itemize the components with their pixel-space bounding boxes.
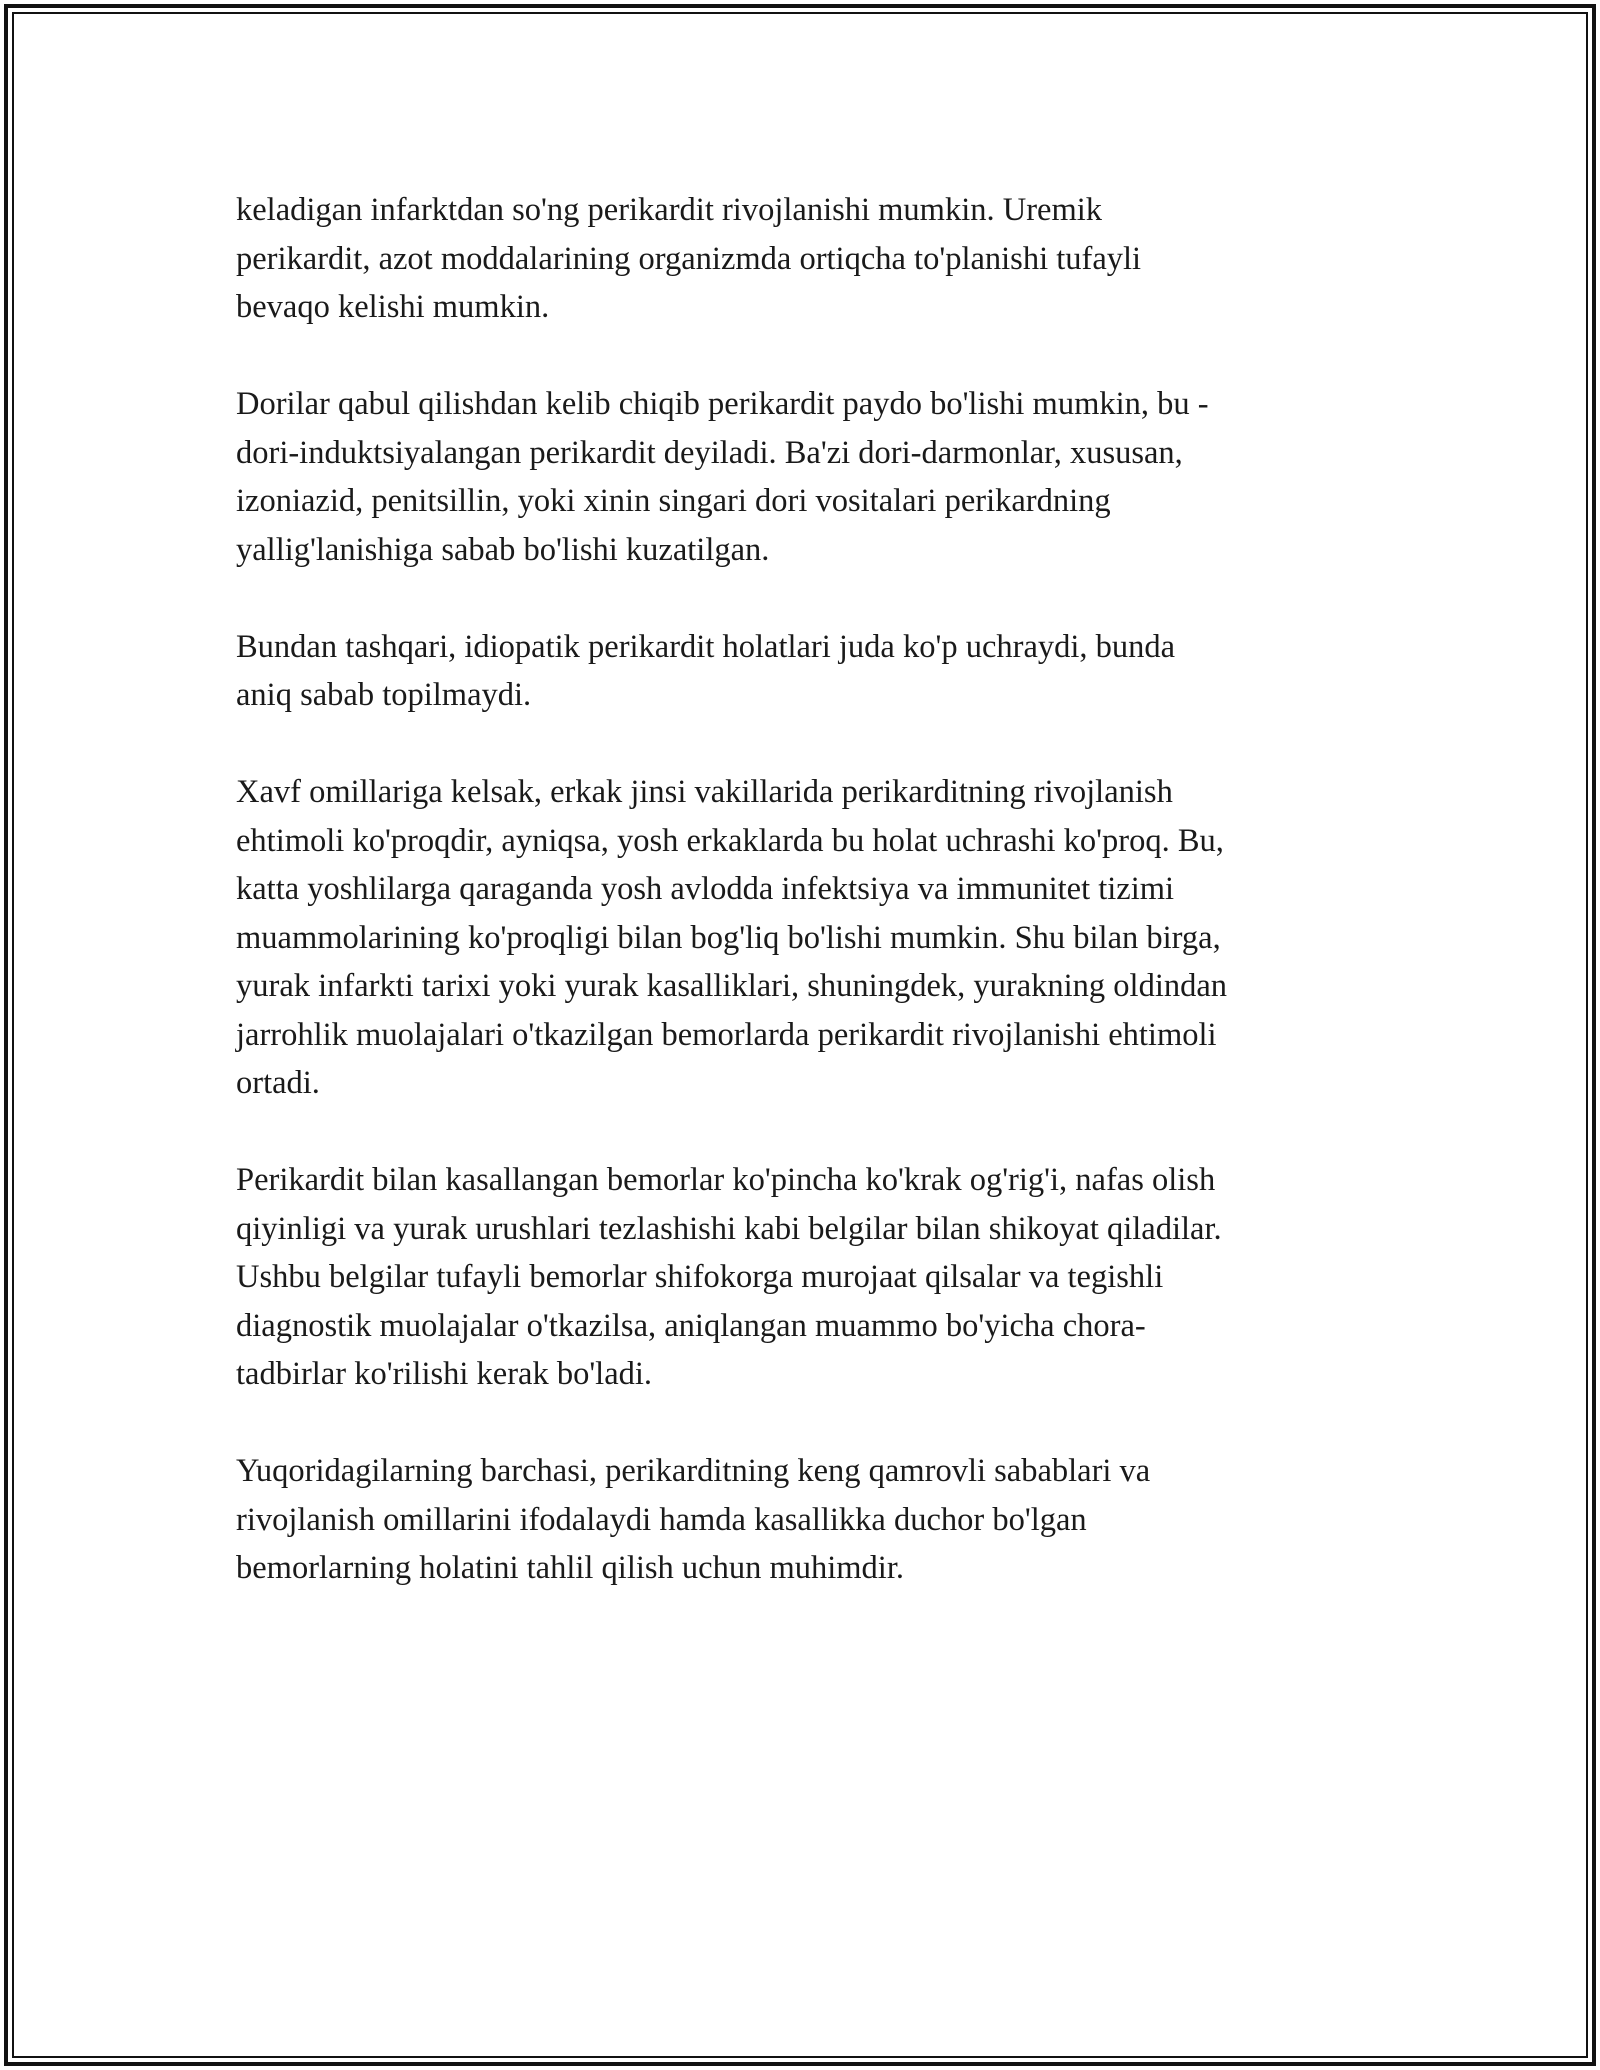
text-line: aniq sabab topilmaydi. [236, 677, 532, 713]
text-line: muammolarining ko'proqligi bilan bog'liq bo'lishi mumkin. Shu bilan birga, [236, 919, 1221, 956]
paragraph-6 [236, 1447, 1376, 1593]
text-line: qiyinligi va yurak urushlari tezlashishi kabi belgilar bilan shikoyat qiladilar. [236, 1210, 1222, 1247]
paragraph-5 [236, 1156, 1376, 1399]
paragraph-2 [236, 380, 1376, 574]
text-line: Dorilar qabul qilishdan kelib chiqib perikardit paydo bo'lishi mumkin, bu - [236, 386, 1209, 422]
text-line: Ushbu belgilar tufayli bemorlar shifokorga murojaat qilsalar va tegishli [236, 1259, 1164, 1295]
text-line: Xavf omillariga kelsak, erkak jinsi vakillarida perikarditning rivojlanish [236, 774, 1173, 810]
text-line: katta yoshlilarga qaraganda yosh avlodda infektsiya va immunitet tizimi [236, 871, 1175, 907]
text-line: bevaqo kelishi mumkin. [236, 289, 550, 325]
text-line: jarrohlik muolajalari o'tkazilgan bemorlarda perikardit rivojlanishi ehtimoli [236, 1016, 1217, 1053]
text-line: yurak infarkti tarixi yoki yurak kasalliklari, shuningdek, yurakning oldindan [236, 968, 1228, 1004]
text-line: Bundan tashqari, idiopatik perikardit holatlari juda ko'p uchraydi, bunda [236, 628, 1176, 665]
document-body [236, 186, 1376, 1641]
text-line: Perikardit bilan kasallangan bemorlar ko'pincha ko'krak og'rig'i, nafas olish [236, 1162, 1216, 1198]
text-line: perikardit, azot moddalarining organizmda ortiqcha to'planishi tufayli [236, 240, 1142, 277]
text-line: bemorlarning holatini tahlil qilish uchun muhimdir. [236, 1550, 904, 1586]
text-line: dori-induktsiyalangan perikardit deyiladi. Ba'zi dori-darmonlar, xususan, [236, 434, 1183, 471]
text-line: rivojlanish omillarini ifodalaydi hamda kasallikka duchor bo'lgan [236, 1501, 1087, 1538]
text-line: tadbirlar ko'rilishi kerak bo'ladi. [236, 1356, 653, 1392]
text-line: ortadi. [236, 1065, 320, 1101]
paragraph-4 [236, 768, 1376, 1108]
paragraph-1 [236, 186, 1376, 332]
text-line: keladigan infarktdan so'ng perikardit rivojlanishi mumkin. Uremik [236, 192, 1103, 228]
text-line: izoniazid, penitsillin, yoki xinin singari dori vositalari perikardning [236, 483, 1111, 519]
paragraph-3 [236, 623, 1376, 720]
text-line: ehtimoli ko'proqdir, ayniqsa, yosh erkaklarda bu holat uchrashi ko'proq. Bu, [236, 822, 1224, 859]
text-line: yallig'lanishiga sabab bo'lishi kuzatilgan. [236, 531, 770, 568]
text-line: diagnostik muolajalar o'tkazilsa, aniqlangan muammo bo'yicha chora- [236, 1307, 1146, 1344]
text-line: Yuqoridagilarning barchasi, perikarditning keng qamrovli sabablari va [236, 1453, 1151, 1489]
